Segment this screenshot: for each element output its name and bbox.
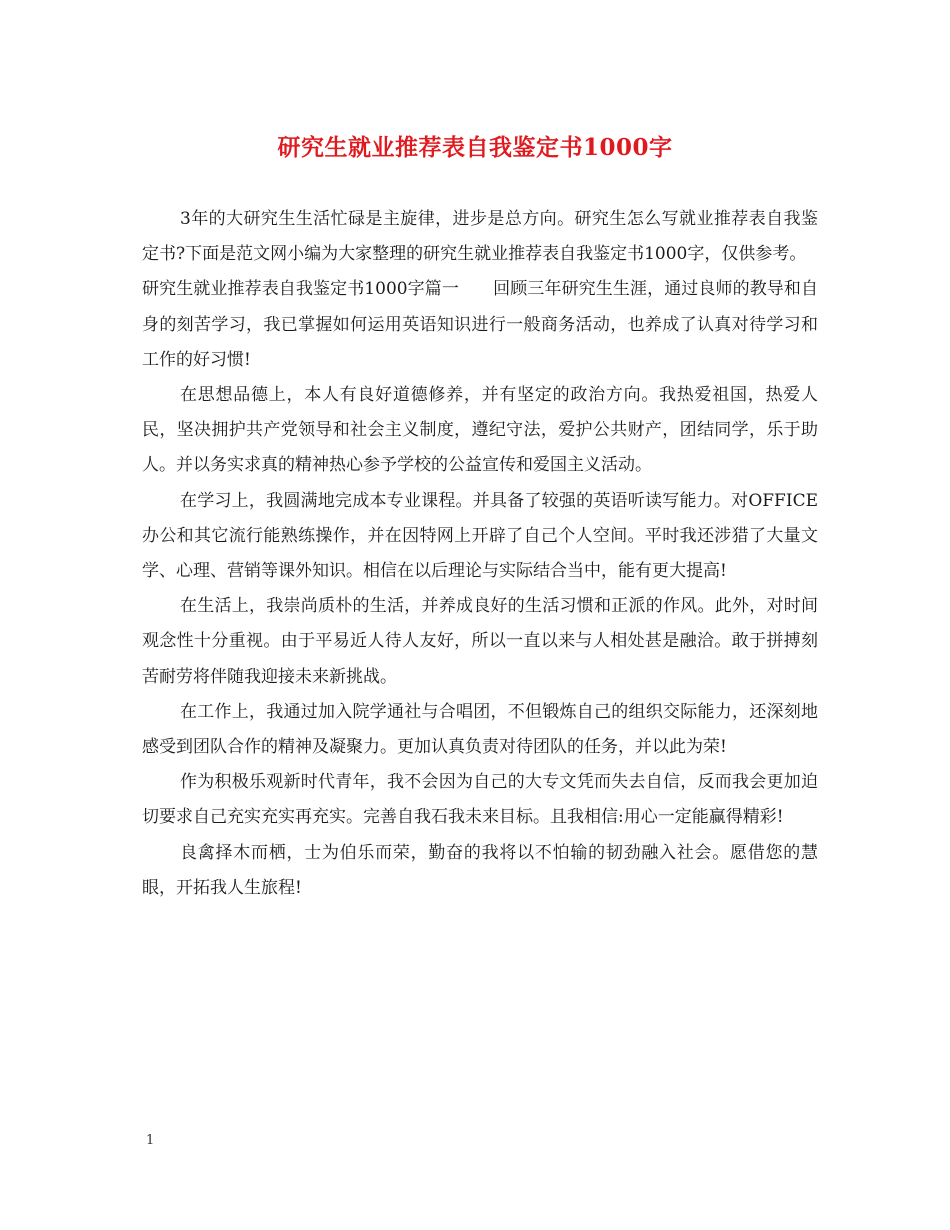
document-title: 研究生就业推荐表自我鉴定书1000字 [277,134,673,161]
paragraph-ideology: 在思想品德上，本人有良好道德修养，并有坚定的政治方向。我热爱祖国，热爱人民，坚决拥护共产党领导和社会主义制度，遵纪守法，爱护公共财产，团结同学，乐于助人。并以务实求真的精神热心参予学校的公益宣传和爱国主义活动。 [142,385,818,476]
document-body [142,202,818,906]
paragraph-attitude: 作为积极乐观新时代青年，我不会因为自己的大专文凭而失去自信，反而我会更加迫切要求自己充实充实再充实。完善自我石我未来目标。且我相信:用心一定能赢得精彩! [142,772,818,828]
paragraph-study: 在学习上，我圆满地完成本专业课程。并具备了较强的英语听读写能力。对OFFICE办公和其它流行能熟练操作，并在因特网上开辟了自己个人空间。平时我还涉猎了大量文学、心理、营销等课外知识。相信在以后理论与实际结合当中，能有更大提高! [142,490,818,582]
paragraph-closing: 良禽择木而栖，士为伯乐而荣，勤奋的我将以不怕输的韧劲融入社会。愿借您的慧眼，开拓我人生旅程! [142,842,818,898]
paragraph-section-heading: 研究生就业推荐表自我鉴定书1000字篇一 回顾三年研究生生涯，通过良师的教导和自身的刻苦学习，我已掌握如何运用英语知识进行一般商务活动，也养成了认真对待学习和工作的好习惯! [142,279,818,370]
paragraph-intro: 3年的大研究生生活忙碌是主旋律，进步是总方向。研究生怎么写就业推荐表自我鉴定书?下面是范文网小编为大家整理的研究生就业推荐表自我鉴定书1000字，仅供参考。 [142,209,818,265]
paragraph-life: 在生活上，我崇尚质朴的生活，并养成良好的生活习惯和正派的作风。此外，对时间观念性十分重视。由于平易近人待人友好，所以一直以来与人相处甚是融洽。敢于拼搏刻苦耐劳将伴随我迎接未来新挑战。 [142,596,818,687]
paragraph-work: 在工作上，我通过加入院学通社与合唱团，不但锻炼自己的组织交际能力，还深刻地感受到团队合作的精神及凝聚力。更加认真负责对待团队的任务，并以此为荣! [142,701,818,758]
page-number: 1 [146,1133,155,1148]
